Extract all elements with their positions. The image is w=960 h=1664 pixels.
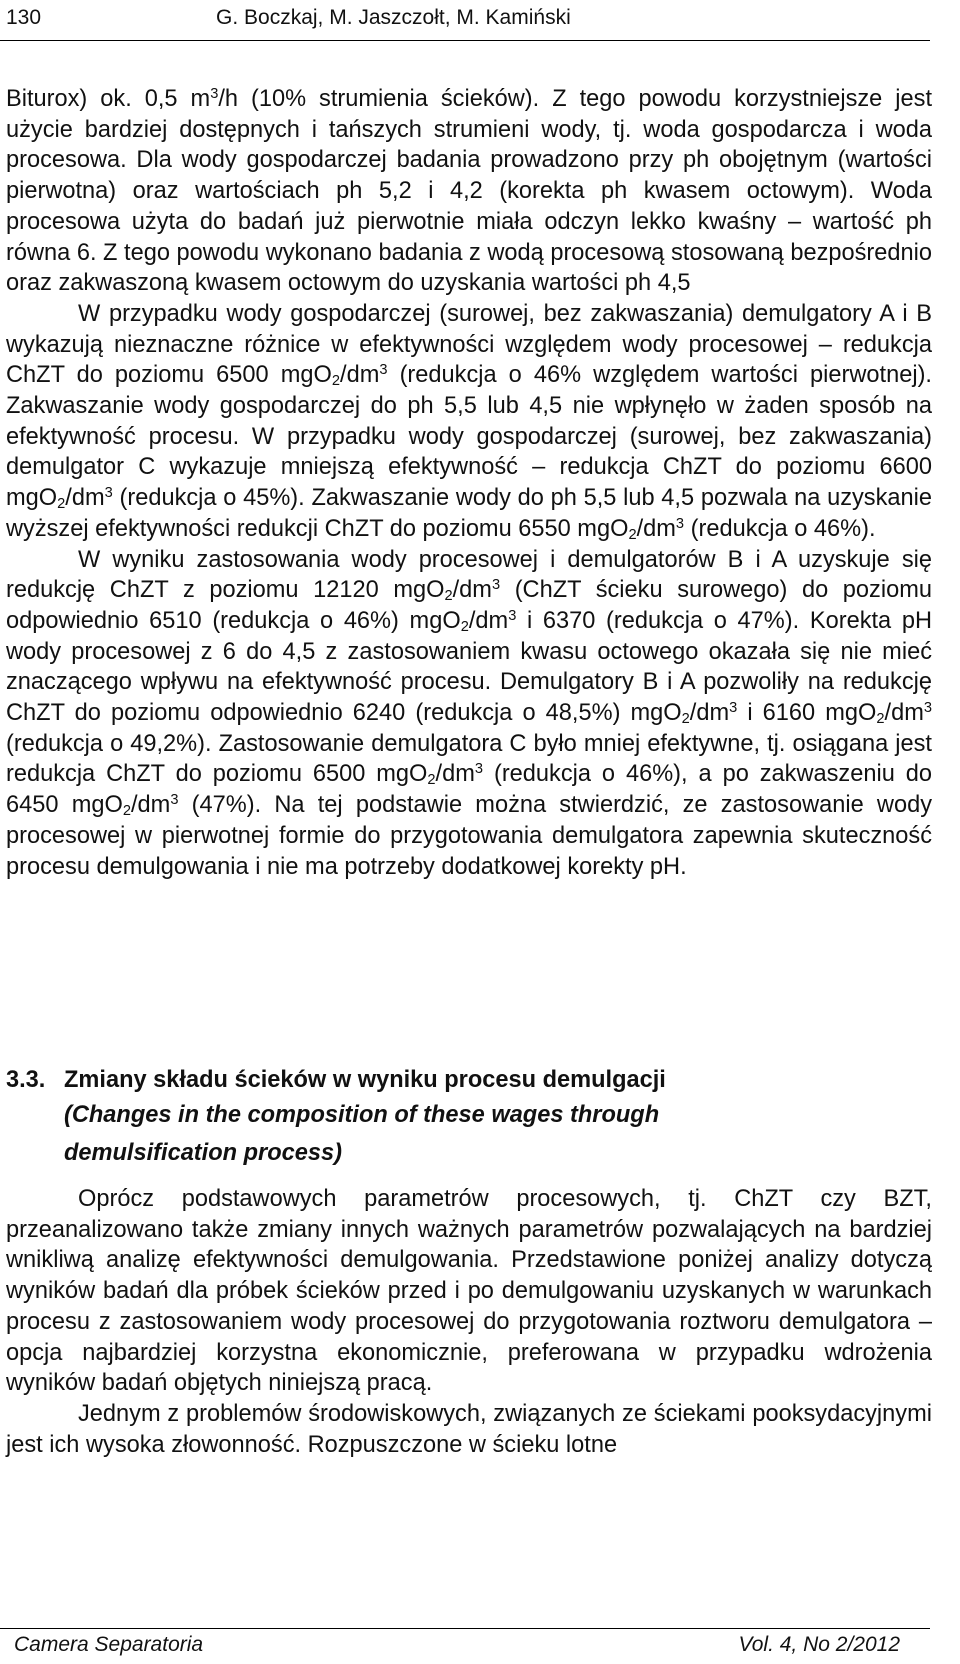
- running-head-authors: G. Boczkaj, M. Jaszczołt, M. Kamiński: [216, 6, 571, 29]
- section-number: 3.3.: [6, 1067, 46, 1093]
- page-number: 130: [6, 6, 42, 29]
- paragraph-1: Biturox) ok. 0,5 $m^3/h$ (10% strumienia ścieków). Z tego powodu korzystniejsze jest użycie bardziej dostępnych i tańszych strumieni wody, tj. woda gospodarcza i woda procesowa. Dla wody gospodarczej badania prowadzono przy ph obojętnym (wartości pierwotna) oraz wartościach ph 5,2 i 4,2 (korekta ph kwasem octowym). Woda procesowa użyta do badań już pierwotnie miała odczyn lekko kwaśny – wartość ph równa 6. Z tego powodu wykonano badania z wodą procesową stosowaną bezpośrednio oraz zakwaszoną kwasem octowym do uzyskania wartości ph 4,5: [6, 85, 932, 297]
- body-text-upper: [6, 84, 932, 882]
- paragraph-4: Oprócz podstawowych parametrów procesowych, tj. ChZT czy BZT, przeanalizowano także zmiany innych ważnych parametrów pozwalających na bardziej wnikliwą analizę efektywności demulgowania. Przedstawione poniżej analizy dotyczą wyników badań dla próbek ścieków przed i po demulgowaniu uzyskanych w warunkach procesu z zastosowaniem wody procesowej do przygotowania roztworu demulgatora – opcja najbardziej korzystna ekonomicznie, preferowana w przypadku wdrożenia wyników badań objętych niniejszą pracą.: [6, 1186, 932, 1397]
- paragraph-3: W wyniku zastosowania wody procesowej i demulgatorów B i A uzyskuje się redukcję ChZT z poziomu 12120 $mgO_2/dm^3$ (ChZT ścieku surowego) do poziomu odpowiednio 6510 (redukcja o 46%) $mgO_2/dm^3$ i 6370 (redukcja o 47%). Korekta pH wody procesowej z 6 do 4,5 z zastosowaniem kwasu octowego okazała się nie mieć znaczącego wpływu na efektywność procesu. Demulgatory B i A pozwoliły na redukcję ChZT do poziomu odpowiednio 6240 (redukcja o 48,5%) $mgO_2/dm^3$ i 6160 $mgO_2/dm^3$ (redukcja o 49,2%). Zastosowanie demulgatora C było mniej efektywne, tj. osiągana jest redukcja ChZT do poziomu 6500 $mgO_2/dm^3$ (redukcja o 46%), a po zakwaszeniu do 6450 $mgO_2/dm^3$ (47%). Na tej podstawie można stwierdzić, ze zastosowanie wody procesowej w pierwotnej formie do przygotowania demulgatora zapewnia skuteczność procesu demulgowania i nie ma potrzeby dodatkowej korekty pH.: [6, 546, 933, 880]
- journal-volume: Vol. 4, No 2/2012: [738, 1633, 900, 1656]
- journal-name: Camera Separatoria: [14, 1633, 204, 1656]
- paragraph-2: W przypadku wody gospodarczej (surowej, bez zakwaszania) demulgatory A i B wykazują nieznaczne różnice w efektywności względem wody procesowej – redukcja ChZT do poziomu 6500 $mgO_2/dm^3$ (redukcja o 46% względem wartości pierwotnej). Zakwaszanie wody gospodarczej do ph 5,5 lub 4,5 nie wpłynęło w żaden sposób na efektywność procesu. W przypadku wody gospodarczej (surowej, bez zakwaszania) demulgator C wykazuje mniejszą efektywność – redukcja ChZT do poziomu 6600 $mgO_2/dm^3$ (redukcja o 45%). Zakwaszanie wody do ph 5,5 lub 4,5 pozwala na uzyskanie wyższej efektywności redukcji ChZT do poziomu 6550 $mgO_2/dm^3$ (redukcja o 46%).: [6, 300, 932, 543]
- paragraph-5: Jednym z problemów środowiskowych, związanych ze ściekami pooksydacyjnymi jest ich wysoka złowonność. Rozpuszczone w ścieku lotne: [6, 1400, 932, 1458]
- section-subtitle: (Changes in the composition of these wages through demulsification process): [64, 1102, 660, 1166]
- section-title: Zmiany składu ścieków w wyniku procesu demulgacji: [64, 1067, 666, 1093]
- page-footer: [0, 1628, 930, 1664]
- body-text-lower: [6, 1184, 932, 1460]
- page-header: [0, 0, 930, 41]
